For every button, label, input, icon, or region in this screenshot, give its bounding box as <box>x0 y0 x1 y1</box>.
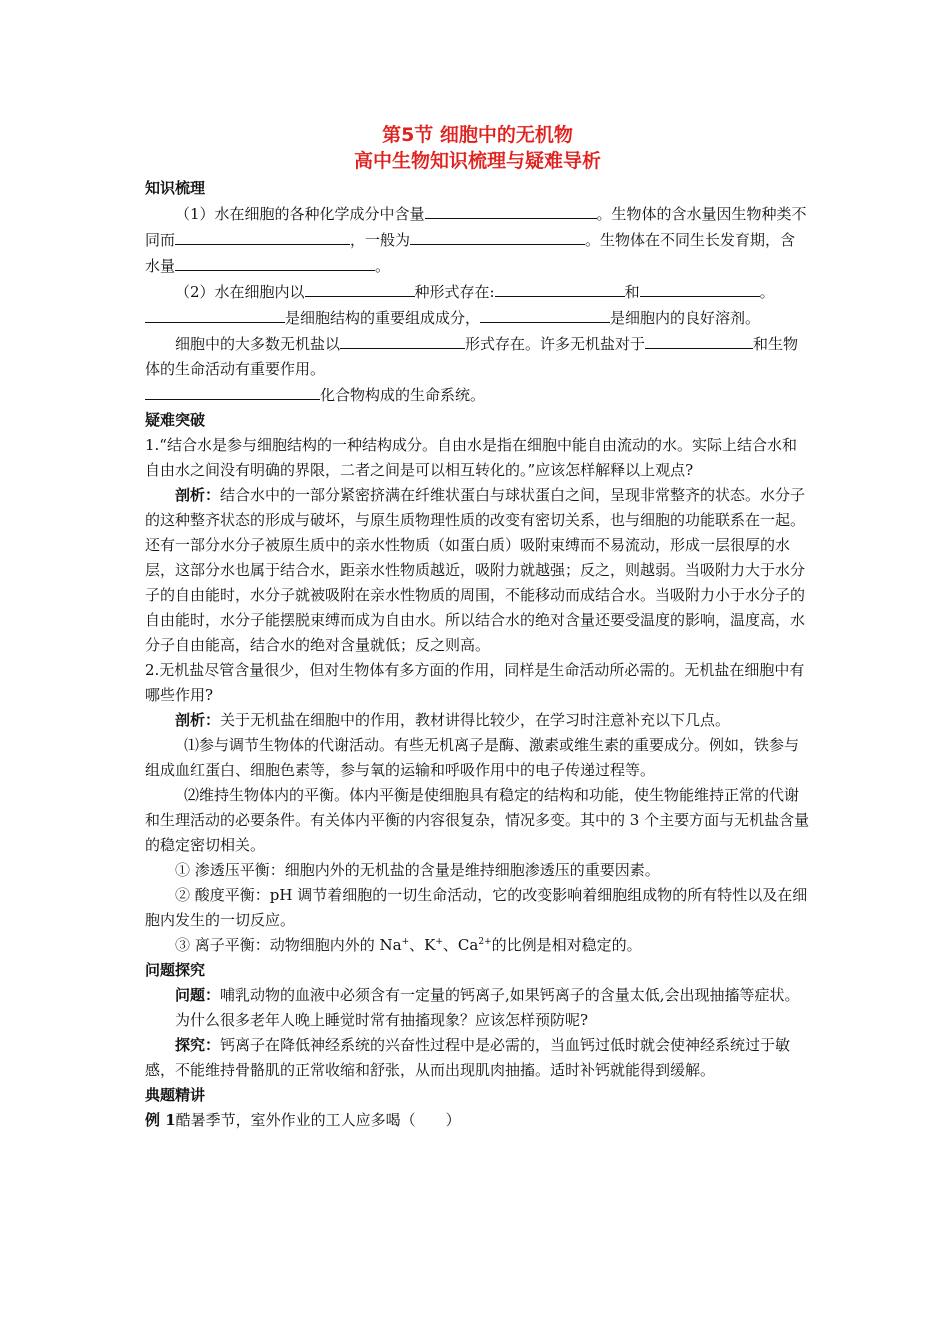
difficulty-question-2: 2.无机盐尽管含量很少，但对生物体有多方面的作用，同样是生命活动所必需的。无机盐在细胞中有哪些作用? <box>145 661 805 704</box>
text: （1）水在细胞的各种化学成分中含量 <box>175 205 425 223</box>
text: 关于无机盐在细胞中的作用，教材讲得比较少，在学习时注意补充以下几点。 <box>220 711 731 729</box>
question-label: 问题： <box>175 986 221 1004</box>
fill-blank[interactable] <box>480 305 610 323</box>
difficulty-answer-2-point-2: ⑵维持生物体内的平衡。体内平衡是使细胞具有稳定的结构和功能，使生物能维持正常的代谢和生理活动的必要条件。有关体内平衡的内容很复杂，情况多变。其中的 3 个主要方面与无机盐含量的稳定密切相关。 <box>145 786 810 854</box>
text: 种形式存在: <box>414 283 495 301</box>
difficulty-answer-2-point-1: ⑴参与调节生物体的代谢活动。有些无机离子是酶、激素或维生素的重要成分。例如，铁参与组成血红蛋白、细胞色素等，参与氧的运输和呼吸作用中的电子传递过程等。 <box>145 736 800 779</box>
example-label: 例 1 <box>145 1111 176 1129</box>
difficulty-answer-2 <box>145 708 810 733</box>
fill-blank[interactable] <box>495 279 625 297</box>
text: 是细胞结构的重要组成成分， <box>285 309 481 327</box>
fill-blank[interactable] <box>175 227 350 245</box>
text: （2）水在细胞内以 <box>175 283 305 301</box>
fill-blank[interactable] <box>340 331 465 349</box>
difficulty-answer-2-item-3 <box>145 933 810 958</box>
fill-blank[interactable] <box>145 382 320 400</box>
text: 是细胞内的良好溶剂。 <box>610 309 761 327</box>
text: 酷暑季节，室外作业的工人应多喝（ ） <box>175 1111 461 1129</box>
fill-blank[interactable] <box>145 305 285 323</box>
section-heading-difficulty: 疑难突破 <box>145 411 206 429</box>
knowledge-paragraph-2 <box>145 279 810 331</box>
inquiry-question <box>145 983 810 1008</box>
text: 。生物体在不同生长发育期，含水量 <box>145 231 796 275</box>
text: 。 <box>759 283 775 301</box>
text: ③ 离子平衡：动物细胞内外的 Na <box>175 936 402 954</box>
knowledge-paragraph-4 <box>145 382 810 408</box>
text: 、Ca <box>442 936 479 954</box>
title-line-1: 第5节 细胞中的无机物 <box>382 124 573 146</box>
fill-blank[interactable] <box>305 279 415 297</box>
section-heading-knowledge: 知识梳理 <box>145 179 206 197</box>
text: 、K <box>409 936 436 954</box>
text: 钙离子在降低神经系统的兴奋性过程中是必需的，当血钙过低时就会使神经系统过于敏感，不能维持骨骼肌的正常收缩和舒张，从而出现肌肉抽搐。适时补钙就能得到缓解。 <box>145 1036 791 1079</box>
analysis-label: 剖析： <box>175 711 221 729</box>
text: 哺乳动物的血液中必须含有一定量的钙离子,如果钙离子的含量太低,会出现抽搐等症状。 <box>220 986 800 1004</box>
difficulty-question-1: 1.“结合水是参与细胞结构的一种结构成分。自由水是指在细胞中能自由流动的水。实际上结合水和自由水之间没有明确的界限，二者之间是可以相互转化的。”应该怎样解释以上观点? <box>145 436 797 479</box>
section-heading-inquiry: 问题探究 <box>145 961 206 979</box>
difficulty-answer-1 <box>145 483 810 658</box>
text: 。 <box>375 257 391 275</box>
inquiry-label: 探究： <box>175 1036 221 1054</box>
text: ，一般为 <box>350 231 411 249</box>
superscript: + <box>401 937 410 947</box>
text: 结合水中的一部分紧密挤满在纤维状蛋白与球状蛋白之间，呈现非常整齐的状态。水分子的这种整齐状态的形成与破坏，与原生质物理性质的改变有密切关系，也与细胞的功能联系在一起。还有一部分水分子被原生质中的亲水性物质（如蛋白质）吸附束缚而不易流动，形成一层很厚的水层，这部分水也属于结合水，距亲水性物质越近，吸附力就越强；反之，则越弱。当吸附力大于水分子的自由能时，水分子就被吸附在亲水性物质的周围，不能移动而成结合水。当吸附力小于水分子的自由能时，水分子能摆脱束缚而成为自由水。所以结合水的绝对含量还要受温度的影响，温度高，水分子自由能高，结合水的绝对含量就低；反之则高。 <box>145 486 806 654</box>
text: 。生物体的含水量因生物种类不同而 <box>145 205 807 249</box>
difficulty-answer-2-item-2: ② 酸度平衡：pH 调节着细胞的一切生命活动，它的改变影响着细胞组成物的所有特性以及在细胞内发生的一切反应。 <box>145 886 808 929</box>
inquiry-answer <box>145 1033 810 1083</box>
text: 和 <box>624 283 640 301</box>
inquiry-question-2: 为什么很多老年人晚上睡觉时常有抽搐现象？应该怎样预防呢? <box>175 1011 589 1029</box>
title-line-2: 高中生物知识梳理与疑难导析 <box>353 150 601 172</box>
example-1 <box>145 1108 810 1133</box>
text: 和生物体的生命活动有重要作用。 <box>145 335 799 378</box>
text: 的比例是相对稳定的。 <box>491 936 642 954</box>
fill-blank[interactable] <box>175 253 375 271</box>
analysis-label: 剖析： <box>175 486 221 504</box>
text: 化合物构成的生命系统。 <box>320 386 486 404</box>
knowledge-paragraph-1 <box>145 201 810 279</box>
fill-blank[interactable] <box>425 201 597 219</box>
knowledge-paragraph-3 <box>145 331 810 382</box>
section-heading-examples: 典题精讲 <box>145 1086 206 1104</box>
document-content <box>145 122 810 1133</box>
fill-blank[interactable] <box>410 227 585 245</box>
superscript: + <box>435 937 443 947</box>
fill-blank[interactable] <box>640 279 760 297</box>
text: 形式存在。许多无机盐对于 <box>465 335 646 353</box>
difficulty-answer-2-item-1: ① 渗透压平衡：细胞内外的无机盐的含量是维持细胞渗透压的重要因素。 <box>175 861 660 879</box>
superscript: 2+ <box>478 937 492 947</box>
text: 细胞中的大多数无机盐以 <box>175 335 341 353</box>
fill-blank[interactable] <box>645 331 753 349</box>
